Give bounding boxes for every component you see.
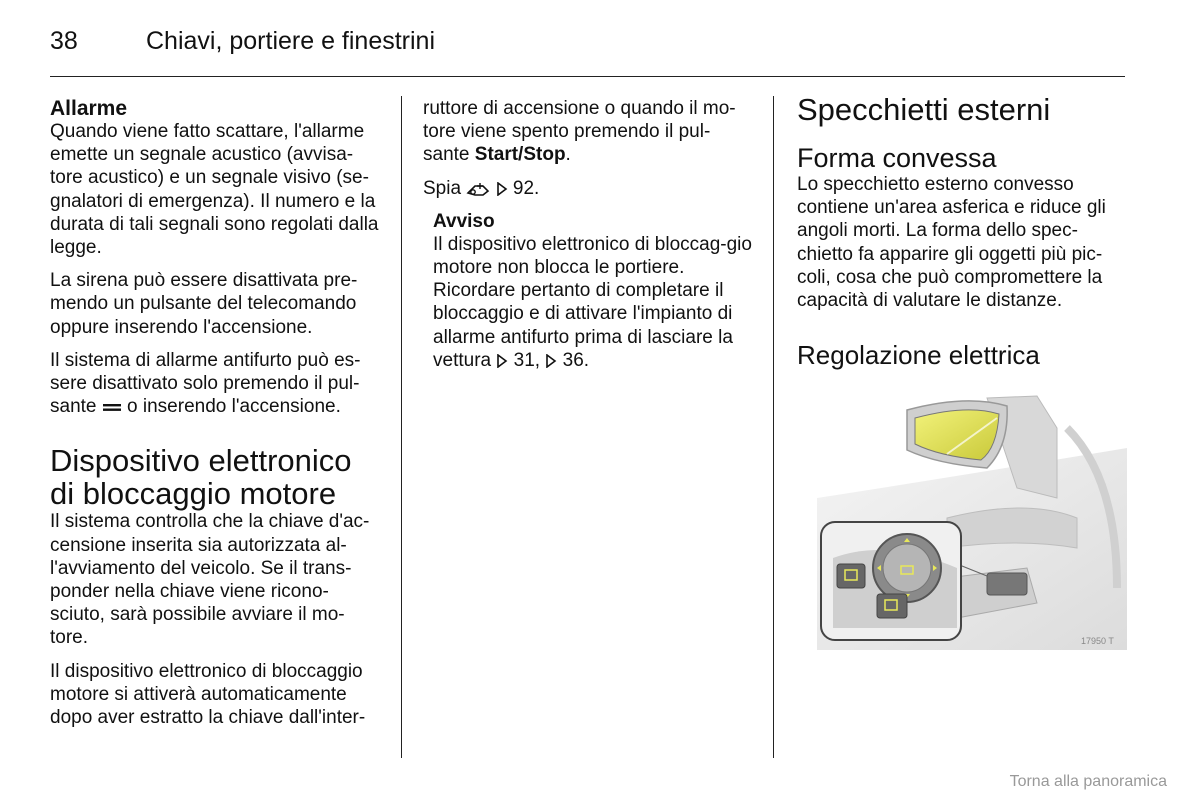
mirror-illustration <box>797 388 1127 650</box>
page-number: 38 <box>50 27 78 55</box>
continued-text-b: . <box>565 144 571 166</box>
reference-arrow-icon <box>496 354 508 368</box>
spia-label: Spia <box>423 177 462 199</box>
notice-ref-1: 31, <box>513 349 541 371</box>
convex-paragraph: Lo specchietto esterno convesso contiene un'area asferica e riduce gli angoli morti. La forma dello spec-chietto fa apparire gli oggetti più pic-coli, cosa che può compromettere la capacità di valutare le distanze. <box>797 174 1106 312</box>
chapter-title: Chiavi, portiere e finestrini <box>146 27 436 55</box>
back-to-overview-link[interactable]: Torna alla panoramica <box>1009 773 1167 790</box>
immobilizer-heading: Dispositivo elettronico di bloccaggio motore <box>50 443 352 512</box>
alarm-paragraph-3 <box>50 349 382 419</box>
alarm-paragraph-2: La sirena può essere disattivata pre-mendo un pulsante del telecomando oppure inserendo l'accensione. <box>50 270 358 338</box>
notice-text: Il dispositivo elettronico di bloccag-gio motore non blocca le portiere. Ricordare pertanto di completare il bloccaggio e di attivare l'impianto di allarme antifurto prima di lasciare la vettura <box>433 233 752 371</box>
continued-paragraph <box>423 97 753 167</box>
electric-adjust-heading: Regolazione elettrica <box>797 340 1040 371</box>
column-divider-2 <box>773 96 774 758</box>
column-3 <box>797 93 1132 370</box>
immobilizer-paragraph-2: Il dispositivo elettronico di bloccaggio motore si attiverà automaticamente dopo aver estratto la chiave dall'inter- <box>50 660 366 729</box>
column-2 <box>423 97 753 372</box>
reference-arrow-icon <box>545 354 557 368</box>
convex-heading: Forma convessa <box>797 143 997 173</box>
lock-button-icon <box>102 401 122 413</box>
figure-code: 17950 T <box>1081 636 1114 646</box>
column-1 <box>50 97 382 739</box>
mirrors-heading: Specchietti esterni <box>797 92 1051 127</box>
notice-body <box>433 233 753 372</box>
alarm-paragraph-3-b: o inserendo l'accensione. <box>127 396 341 418</box>
notice-box <box>433 210 753 372</box>
column-divider-1 <box>401 96 402 758</box>
immobilizer-paragraph-1: Il sistema controlla che la chiave d'ac-censione inserita sia autorizzata al-l'avviamento del veicolo. Se il trans-ponder nella chiave viene ricono-sciuto, sarà possibile avviare il mo-tore. <box>50 511 370 649</box>
continued-text-a: ruttore di accensione o quando il mo-tore viene spento premendo il pul-sante <box>423 98 736 166</box>
start-stop-label: Start/Stop <box>474 144 566 166</box>
header-rule <box>50 76 1125 77</box>
alarm-paragraph-3-a: Il sistema di allarme antifurto può es-sere disattivato solo premendo il pul-sante <box>50 349 361 418</box>
spia-page-ref: 92. <box>512 177 540 199</box>
notice-ref-2: 36. <box>562 349 590 371</box>
alarm-heading: Allarme <box>50 97 128 120</box>
notice-heading: Avviso <box>433 210 495 232</box>
spia-line <box>423 177 753 200</box>
immobilizer-warning-icon <box>466 181 490 197</box>
alarm-paragraph-1: Quando viene fatto scattare, l'allarme emette un segnale acustico (avvisa-tore acustico) e un segnale visivo (se-gnalatori di emergenza). Il numero e la durata di tali segnali sono regolati dalla legge. <box>50 121 379 259</box>
reference-arrow-icon <box>496 182 508 196</box>
